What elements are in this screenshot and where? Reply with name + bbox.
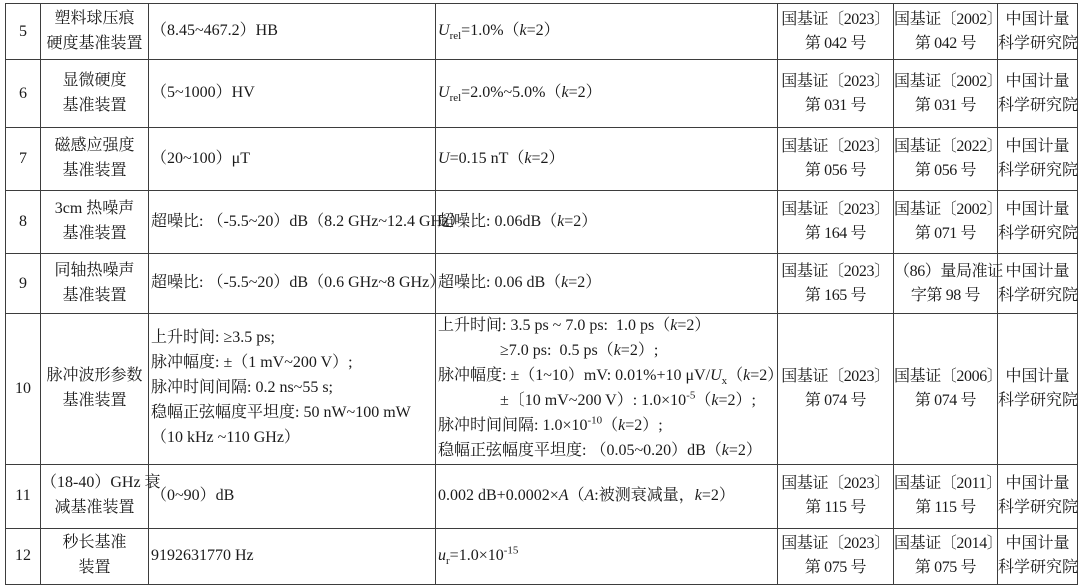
row-number: 7 xyxy=(6,128,41,191)
measuring-range xyxy=(149,4,436,60)
institution-line: 中国计量 xyxy=(1005,10,1070,28)
certificate-original-line: 国基证〔2006〕 xyxy=(894,367,1003,385)
device-name-line: 显微硬度 xyxy=(62,71,127,89)
standards-document-page xyxy=(5,3,1078,585)
institution xyxy=(998,528,1078,584)
institution-line: 科学研究院 xyxy=(998,559,1079,577)
certificate-current-line: 国基证〔2023〕 xyxy=(781,262,890,280)
uncertainty-line: ±〔10 mV~200 V）: $1.0\times 10^{-5}(k=2)$; xyxy=(500,389,756,409)
certificate-current-line: 第 115 号 xyxy=(805,499,866,517)
measuring-range-line: （8.45~467.2）HB xyxy=(151,22,278,40)
certificate-original-line: 国基证〔2014〕 xyxy=(894,535,1003,553)
certificate-current xyxy=(778,254,894,314)
certificate-original-line: 国基证〔2022〕 xyxy=(894,138,1003,155)
measuring-range-line: 脉冲时间间隔: 0.2 ns~55 s; xyxy=(151,379,334,397)
certificate-original-line: 第 071 号 xyxy=(914,225,977,242)
table-row xyxy=(6,254,1078,314)
certificate-current-line: 第 164 号 xyxy=(804,225,867,242)
row-number: 12 xyxy=(6,528,41,584)
certificate-original-line: 第 031 号 xyxy=(914,96,977,114)
uncertainty xyxy=(436,254,778,314)
certificate-original-line: 国基证〔2002〕 xyxy=(894,10,1003,28)
device-name xyxy=(41,254,149,314)
uncertainty xyxy=(436,128,778,191)
institution-line: 中国计量 xyxy=(1005,201,1070,218)
institution xyxy=(998,254,1078,314)
institution-line: 中国计量 xyxy=(1005,138,1070,155)
measuring-range-line: （20~100）μT xyxy=(151,149,251,167)
measuring-range-line: 超噪比: （-5.5~20）dB（0.6 GHz~8 GHz） xyxy=(151,274,446,292)
uncertainty-line: 超噪比: 0.06dB（k=2） xyxy=(438,212,598,230)
uncertainty-line: $U_{rel}=1.0\%(k=2)$ xyxy=(438,22,560,43)
device-name xyxy=(41,464,161,528)
measuring-range-line: （0~90）dB xyxy=(151,486,235,504)
device-name-line: 基准装置 xyxy=(62,286,127,304)
institution xyxy=(998,128,1078,191)
certificate-original xyxy=(894,191,1003,254)
device-name xyxy=(41,128,149,191)
institution-line: 科学研究院 xyxy=(998,96,1079,114)
certificate-current-line: 第 042 号 xyxy=(804,34,867,52)
measuring-range-line: 稳幅正弦幅度平坦度: 50 nW~100 mW xyxy=(151,404,411,422)
uncertainty-line: $u_r=1.0\times 10^{-15}$ xyxy=(438,544,519,567)
certificate-original xyxy=(894,314,1003,465)
measuring-range-line: 脉冲幅度: ±（1 mV~200 V）; xyxy=(151,354,353,372)
uncertainty-line: 超噪比: 0.06 dB（k=2） xyxy=(438,274,602,292)
measuring-range-line: （10 kHz ~110 GHz） xyxy=(151,429,300,447)
device-name-line: 基准装置 xyxy=(62,96,127,114)
certificate-current-line: 国基证〔2023〕 xyxy=(781,535,890,553)
device-name xyxy=(41,528,149,584)
national-standards-table xyxy=(5,3,1078,585)
institution-line: 科学研究院 xyxy=(998,162,1079,179)
device-name-line: 基准装置 xyxy=(62,391,127,409)
certificate-current xyxy=(778,128,894,191)
table-row xyxy=(6,128,1078,191)
measuring-range-line: 超噪比: （-5.5~20）dB（8.2 GHz~12.4 GHz） xyxy=(151,212,466,230)
table-row xyxy=(6,191,1078,254)
certificate-current-line: 国基证〔2023〕 xyxy=(781,138,890,155)
institution-line: 中国计量 xyxy=(1005,72,1070,90)
certificate-original-line: 字第 98 号 xyxy=(910,286,981,304)
certificate-current xyxy=(778,191,894,254)
table-row xyxy=(6,60,1078,128)
certificate-current-line: 国基证〔2023〕 xyxy=(781,475,890,493)
uncertainty xyxy=(436,314,784,465)
institution xyxy=(998,464,1078,528)
institution-line: 科学研究院 xyxy=(998,499,1079,517)
uncertainty-line: U=0.15 nT（k=2） xyxy=(438,149,565,167)
institution xyxy=(998,314,1078,465)
certificate-original-line: 国基证〔2002〕 xyxy=(894,72,1003,90)
certificate-original xyxy=(894,60,1003,128)
uncertainty-line: 0.002 dB+0.0002×A（A:被测衰减量，k=2） xyxy=(438,486,735,504)
certificate-current xyxy=(778,314,894,465)
certificate-current xyxy=(778,528,894,584)
certificate-original-line: （86）量局准证 xyxy=(894,262,1003,280)
uncertainty-line: ≥7.0 ps: 0.5 ps（k=2）; xyxy=(500,341,659,359)
device-name-line: 硬度基准装置 xyxy=(46,34,143,52)
certificate-original-line: 第 056 号 xyxy=(914,162,977,179)
measuring-range xyxy=(149,528,436,584)
certificate-current-line: 国基证〔2023〕 xyxy=(781,367,890,385)
device-name-line: 基准装置 xyxy=(62,225,127,242)
certificate-original-line: 第 075 号 xyxy=(914,559,977,577)
row-number: 9 xyxy=(6,254,41,314)
measuring-range-line: 上升时间: ≥3.5 ps; xyxy=(151,329,275,347)
institution-line: 中国计量 xyxy=(1005,475,1070,493)
certificate-current-line: 第 074 号 xyxy=(804,391,867,409)
measuring-range xyxy=(149,191,466,254)
certificate-original-line: 第 042 号 xyxy=(914,34,977,52)
table-body xyxy=(6,4,1078,585)
device-name-line: 脉冲波形参数 xyxy=(46,367,143,385)
uncertainty xyxy=(436,60,778,128)
measuring-range xyxy=(149,128,436,191)
device-name xyxy=(41,191,149,254)
table-row xyxy=(6,528,1078,584)
institution-line: 科学研究院 xyxy=(998,34,1079,52)
device-name-line: 塑料球压痕 xyxy=(54,9,135,27)
certificate-original xyxy=(894,4,1003,60)
certificate-current-line: 国基证〔2023〕 xyxy=(781,201,890,218)
device-name-line: 装置 xyxy=(78,559,111,577)
uncertainty-line: 脉冲时间间隔: $1.0\times 10^{-10}(k=2)$; xyxy=(438,414,663,434)
measuring-range xyxy=(149,60,436,128)
table-row xyxy=(6,464,1078,528)
uncertainty xyxy=(436,191,778,254)
device-name xyxy=(41,4,149,60)
device-name-line: 基准装置 xyxy=(62,162,127,179)
uncertainty-line: 稳幅正弦幅度平坦度: （0.05~0.20）dB（k=2） xyxy=(438,441,762,459)
certificate-current-line: 第 075 号 xyxy=(804,559,867,577)
institution-line: 中国计量 xyxy=(1005,262,1070,280)
certificate-current-line: 第 056 号 xyxy=(804,162,867,179)
measuring-range-line: 9192631770 Hz xyxy=(151,546,254,564)
table-row xyxy=(6,4,1078,60)
device-name xyxy=(41,60,149,128)
row-number: 10 xyxy=(6,314,41,465)
institution-line: 中国计量 xyxy=(1005,367,1070,385)
institution-line: 科学研究院 xyxy=(998,225,1079,242)
certificate-original xyxy=(894,464,1002,528)
uncertainty xyxy=(436,528,778,584)
row-number: 5 xyxy=(6,4,41,60)
certificate-current xyxy=(778,60,894,128)
measuring-range-line: （5~1000）HV xyxy=(151,84,255,102)
certificate-original xyxy=(894,128,1003,191)
certificate-original-line: 第 115 号 xyxy=(915,499,976,517)
row-number: 6 xyxy=(6,60,41,128)
table-row xyxy=(6,314,1078,465)
certificate-original-line: 第 074 号 xyxy=(914,391,977,409)
device-name-line: 3cm 热噪声 xyxy=(54,200,135,218)
device-name xyxy=(41,314,149,465)
certificate-original-line: 国基证〔2011〕 xyxy=(894,475,1002,493)
row-number: 11 xyxy=(6,464,41,528)
row-number: 8 xyxy=(6,191,41,254)
device-name-line: 减基准装置 xyxy=(54,499,135,517)
certificate-original-line: 国基证〔2002〕 xyxy=(894,201,1003,218)
certificate-original xyxy=(894,254,1003,314)
institution xyxy=(998,4,1078,60)
certificate-current xyxy=(778,4,894,60)
certificate-original xyxy=(894,528,1003,584)
measuring-range xyxy=(149,254,446,314)
certificate-current-line: 第 031 号 xyxy=(804,96,867,114)
device-name-line: 磁感应强度 xyxy=(54,137,135,155)
institution xyxy=(998,60,1078,128)
certificate-current-line: 国基证〔2023〕 xyxy=(781,72,890,90)
measuring-range xyxy=(149,464,436,528)
uncertainty-line: $U_{rel}=2.0\%\sim 5.0\%(k=2)$ xyxy=(438,84,602,105)
institution-line: 中国计量 xyxy=(1005,535,1070,553)
device-name-line: （18-40）GHz 衰 xyxy=(41,474,161,492)
device-name-line: 同轴热噪声 xyxy=(54,261,135,279)
uncertainty-line: 脉冲幅度: ±（1~10）mV: 0.01%+10 $\mu V/U_x(k=2)$ xyxy=(438,366,784,388)
certificate-current-line: 第 165 号 xyxy=(804,286,867,304)
uncertainty xyxy=(436,464,778,528)
institution-line: 科学研究院 xyxy=(998,391,1079,409)
certificate-current-line: 国基证〔2023〕 xyxy=(781,10,890,28)
institution xyxy=(998,191,1078,254)
certificate-current xyxy=(778,464,894,528)
device-name-line: 秒长基准 xyxy=(62,534,127,552)
measuring-range xyxy=(149,314,436,465)
institution-line: 科学研究院 xyxy=(998,286,1079,304)
uncertainty xyxy=(436,4,778,60)
uncertainty-line: 上升时间: 3.5 ps ~ 7.0 ps: 1.0 ps（k=2） xyxy=(438,317,711,334)
